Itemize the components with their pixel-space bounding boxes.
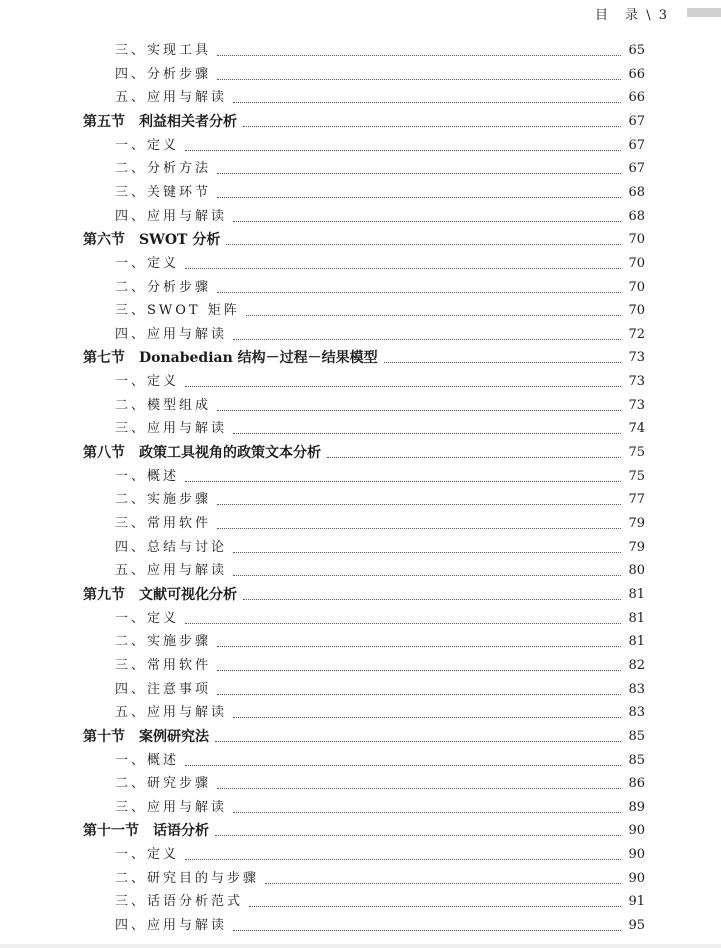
dot-leader (233, 338, 621, 340)
toc-item-entry[interactable] (0, 560, 721, 582)
toc-page-number: 73 (628, 374, 645, 390)
dot-leader (217, 503, 621, 505)
toc-page-number: 81 (628, 610, 645, 626)
dot-leader (217, 527, 621, 529)
toc-item-entry[interactable] (0, 40, 721, 62)
toc-item-entry[interactable] (0, 206, 721, 228)
toc-item-title: 四、总结与讨论 (115, 539, 228, 555)
toc-item-entry[interactable] (0, 868, 721, 890)
toc-item-entry[interactable] (0, 679, 721, 701)
dot-leader (233, 220, 621, 222)
toc-item-title: 四、应用与解读 (115, 918, 228, 934)
toc-page-number: 66 (628, 66, 645, 82)
toc-item-entry[interactable] (0, 844, 721, 866)
toc-page-number: 70 (628, 255, 645, 271)
dot-leader (327, 456, 621, 458)
toc-page-number: 75 (628, 468, 645, 484)
toc-item-title: 三、应用与解读 (115, 421, 228, 437)
dot-leader (217, 693, 621, 695)
toc-page-number: 77 (628, 492, 645, 508)
toc-section-title: 第八节 政策工具视角的政策文本分析 (83, 445, 321, 462)
toc-item-entry[interactable] (0, 750, 721, 772)
toc-page-number: 75 (628, 445, 645, 461)
dot-leader (217, 54, 621, 56)
dot-leader (217, 196, 621, 198)
toc-item-title: 三、常用软件 (115, 516, 212, 531)
toc-page-number: 90 (628, 870, 645, 886)
toc-section-title: 第十节 案例研究法 (83, 728, 209, 745)
toc-item-title: 二、模型组成 (115, 397, 212, 413)
dot-leader (217, 409, 621, 411)
dot-leader (233, 929, 621, 931)
dot-leader (249, 905, 621, 907)
toc-page-number: 90 (628, 847, 645, 863)
dot-leader (215, 834, 621, 836)
header-page-number: 3 (658, 8, 669, 23)
toc-item-entry[interactable] (0, 395, 721, 417)
toc-page-number: 79 (628, 539, 645, 555)
toc-item-title: 四、分析步骤 (115, 66, 212, 82)
toc-item-entry[interactable] (0, 64, 721, 86)
toc-item-entry[interactable] (0, 489, 721, 511)
toc-item-title: 一、定义 (115, 610, 180, 626)
toc-page-number: 82 (628, 657, 645, 673)
toc-section-entry[interactable] (0, 820, 721, 842)
toc-section-entry[interactable] (0, 442, 721, 464)
toc-page-number: 73 (628, 397, 645, 413)
toc-item-entry[interactable] (0, 300, 721, 322)
dot-leader (185, 622, 621, 624)
toc-item-entry[interactable] (0, 371, 721, 393)
toc-page-number: 73 (628, 350, 645, 366)
toc-item-title: 五、应用与解读 (115, 563, 228, 579)
toc-section-title: 第六节 SWOT 分析 (83, 232, 221, 249)
toc-page-number: 85 (628, 752, 645, 768)
dot-leader (185, 149, 621, 151)
toc-page-number: 67 (628, 161, 645, 177)
toc-item-entry[interactable] (0, 537, 721, 559)
toc-page-number: 67 (628, 113, 645, 129)
footer-divider (0, 944, 721, 948)
toc-item-title: 二、研究步骤 (115, 776, 212, 792)
toc-item-entry[interactable] (0, 915, 721, 937)
dot-leader (233, 432, 621, 434)
toc-page-number: 95 (628, 918, 645, 934)
toc-page-number: 66 (628, 90, 645, 106)
toc-page-number: 70 (628, 279, 645, 295)
header-decoration-bar (687, 8, 721, 17)
toc-item-title: 二、分析方法 (115, 161, 212, 177)
toc-section-entry[interactable] (0, 584, 721, 606)
toc-item-entry[interactable] (0, 158, 721, 180)
toc-item-entry[interactable] (0, 466, 721, 488)
dot-leader (215, 740, 621, 742)
dot-leader (185, 267, 621, 269)
dot-leader (246, 314, 621, 316)
dot-leader (233, 716, 621, 718)
toc-page-number: 89 (628, 799, 645, 815)
toc-page-number: 83 (628, 705, 645, 721)
toc-item-entry[interactable] (0, 891, 721, 913)
toc-page-number: 72 (628, 326, 645, 342)
toc-section-title: 第九节 文献可视化分析 (83, 586, 237, 603)
toc-item-entry[interactable] (0, 324, 721, 346)
dot-leader (185, 480, 621, 482)
toc-item-entry[interactable] (0, 608, 721, 630)
toc-item-entry[interactable] (0, 277, 721, 299)
toc-item-title: 三、话语分析范式 (115, 894, 244, 910)
dot-leader (185, 764, 621, 766)
toc-item-title: 一、定义 (115, 255, 180, 271)
toc-item-title: 一、定义 (115, 374, 180, 390)
toc-page-number: 91 (628, 894, 645, 910)
toc-page-number: 86 (628, 776, 645, 792)
toc-item-title: 五、应用与解读 (115, 90, 228, 106)
toc-item-title: 三、实现工具 (115, 43, 212, 58)
dot-leader (217, 669, 621, 671)
toc-page-number: 68 (628, 208, 645, 224)
toc-item-title: 五、应用与解读 (115, 705, 228, 721)
dot-leader (233, 101, 621, 103)
toc-item-title: 三、关键环节 (115, 184, 212, 200)
dot-leader (243, 125, 621, 127)
toc-page-number: 83 (628, 681, 645, 697)
toc-item-entry[interactable] (0, 702, 721, 724)
toc-page-number: 80 (628, 563, 645, 579)
toc-item-title: 二、分析步骤 (115, 279, 212, 295)
dot-leader (233, 574, 621, 576)
toc-item-entry[interactable] (0, 182, 721, 204)
dot-leader (243, 598, 621, 600)
toc-item-entry[interactable] (0, 631, 721, 653)
page-header (0, 0, 721, 26)
toc-section-entry[interactable] (0, 726, 721, 748)
dot-leader (217, 172, 621, 174)
toc-item-title: 一、定义 (115, 137, 180, 153)
toc-item-entry[interactable] (0, 87, 721, 109)
dot-leader (217, 78, 621, 80)
toc-page-number: 79 (628, 516, 645, 531)
toc-item-title: 三、SWOT 矩阵 (115, 303, 240, 319)
toc-page-number: 85 (628, 728, 645, 744)
toc-section-title: 第五节 利益相关者分析 (83, 113, 237, 130)
toc-page-number: 90 (628, 823, 645, 839)
dot-leader (233, 551, 621, 553)
toc-item-entry[interactable] (0, 655, 721, 677)
dot-leader (217, 787, 621, 789)
toc-item-entry[interactable] (0, 797, 721, 819)
header-label: 目 录 (595, 8, 641, 23)
dot-leader (217, 645, 621, 647)
toc-item-title: 一、定义 (115, 847, 180, 863)
dot-leader (233, 811, 621, 813)
toc-page-number: 70 (628, 303, 645, 319)
toc-item-title: 一、概述 (115, 468, 180, 484)
toc-item-entry[interactable] (0, 418, 721, 440)
toc-item-entry[interactable] (0, 253, 721, 275)
header-separator: \ (646, 8, 653, 23)
running-header (595, 4, 669, 23)
dot-leader (185, 385, 621, 387)
toc-item-entry[interactable] (0, 135, 721, 157)
toc-item-title: 四、应用与解读 (115, 208, 228, 224)
toc-page-number: 74 (628, 421, 645, 437)
toc-item-title: 二、实施步骤 (115, 634, 212, 650)
dot-leader (265, 882, 621, 884)
dot-leader (226, 243, 621, 245)
dot-leader (384, 361, 621, 363)
toc-item-entry[interactable] (0, 513, 721, 535)
toc-item-title: 三、应用与解读 (115, 799, 228, 815)
toc-item-title: 四、注意事项 (115, 681, 212, 697)
toc-section-entry[interactable] (0, 111, 721, 133)
toc-item-entry[interactable] (0, 773, 721, 795)
toc-item-title: 一、概述 (115, 752, 180, 768)
toc-section-title: 第十一节 话语分析 (83, 823, 209, 840)
toc-section-entry[interactable] (0, 347, 721, 369)
toc-item-title: 二、实施步骤 (115, 492, 212, 508)
dot-leader (217, 291, 621, 293)
toc-item-title: 四、应用与解读 (115, 326, 228, 342)
toc-item-title: 二、研究目的与步骤 (115, 870, 260, 886)
toc-page-number: 68 (628, 184, 645, 200)
toc-page-number: 81 (628, 634, 645, 650)
toc-page-number: 70 (628, 232, 645, 248)
toc-page-number: 81 (628, 586, 645, 602)
toc-item-title: 三、常用软件 (115, 657, 212, 673)
toc-section-entry[interactable] (0, 229, 721, 251)
toc-page-number: 67 (628, 137, 645, 153)
toc-section-title: 第七节 Donabedian 结构－过程－结果模型 (83, 350, 378, 367)
dot-leader (185, 858, 621, 860)
toc-page-number: 65 (628, 43, 645, 58)
